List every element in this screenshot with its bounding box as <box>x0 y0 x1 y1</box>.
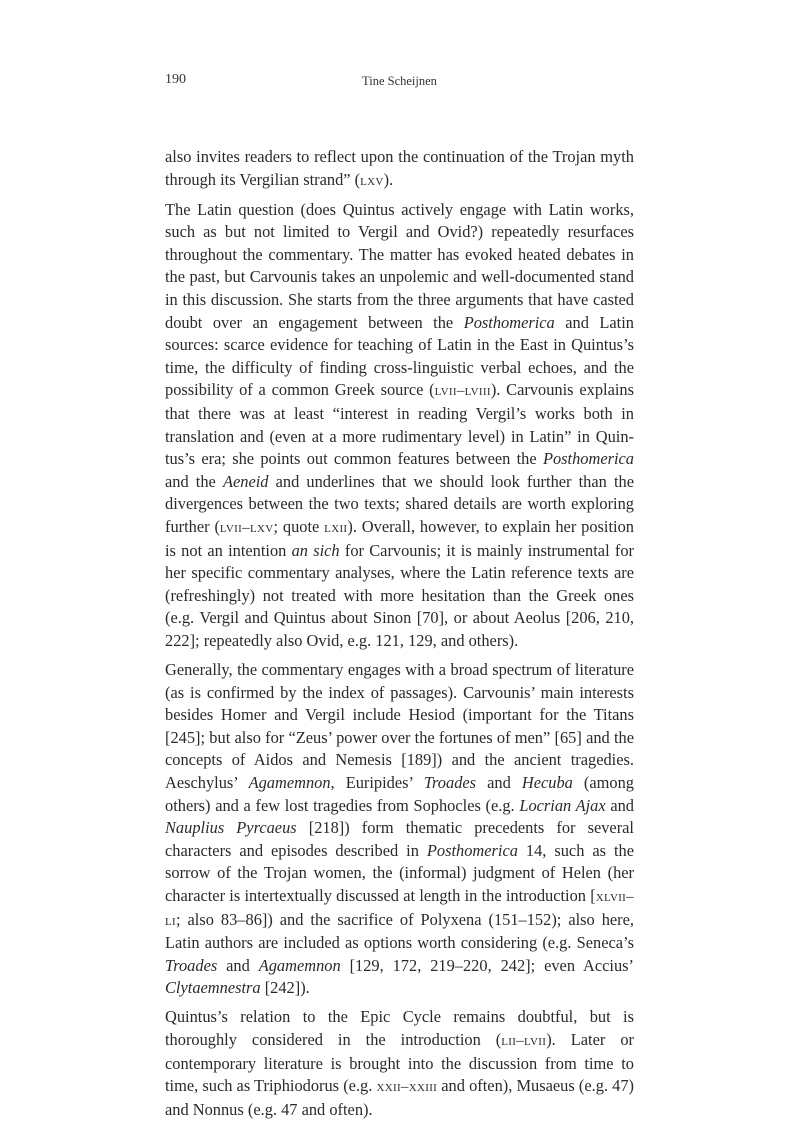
roman-numeral-ref: xxii–xxiii <box>376 1079 438 1096</box>
italic-title: Posthomerica <box>542 449 634 469</box>
italic-title: Clytaemnestra <box>165 978 261 998</box>
italic-title: Agamemnon <box>248 773 331 793</box>
roman-numeral-ref: lxv <box>360 172 384 189</box>
italic-title: Troades <box>423 773 477 793</box>
paragraph-1: also invites readers to reflect upon the continuation of the Trojan myth through its Vergilian strand” (lxv). <box>165 147 634 189</box>
italic-title: Locrian Ajax <box>519 795 606 815</box>
italic-title: Aeneid <box>222 471 269 491</box>
italic-title: an sich <box>291 540 340 560</box>
roman-numeral-ref: lvii–lxv <box>219 520 274 536</box>
body-text <box>165 146 634 1128</box>
paragraph-3: Generally, the commentary engages with a broad spectrum of literature (as is confirmed by the index of passages). Carvounis’ main interests besides Homer and Vergil include Hesiod (important for the Titans [245]; but also for “Zeus’ power over the fortunes of men” [65] and the concepts of Aidos and Nemesis [189]) and the ancient tragedies. Aeschylus’ Agamemnon, Euripides’ Troades and Hecuba (among others) and a few lost tragedies from Sophocles (e.g. Locrian Ajax and Nauplius Pyrcaeus [218]) form thematic precedents for several characters and episodes described in Posthomerica 14, such as the sorrow of the Trojan women, the (informal) judgment of Helen (her character is intertextually discussed at length in the introduction [xlvii–li; also 83–86]) and the sacrifice of Polyxena (151–152); also here, Latin authors are included as options worth considering (e.g. Seneca’s Troades and Agamemnon [129, 172, 219–220, 242]; even Accius’ Clytaemnestra [242]). <box>165 660 634 998</box>
italic-title: Nauplius Pyrcaeus <box>165 818 297 838</box>
italic-title: Agamemnon <box>258 955 341 975</box>
paragraph-2: The Latin question (does Quintus actively engage with Latin works, such as but not limited to Vergil and Ovid?) repeatedly resurfaces throughout the commentary. The matter has evoked heated debates in the past, but Carvounis takes an unpolemic and well-documented stand in this discussion. She starts from the three arguments that have casted doubt over an engagement between the Posthomerica and Latin sources: scarce evidence for teaching of Latin in the East in Quintus’s time, the difficulty of finding cross-linguistic verbal echoes, and the possibility of a common Greek source (lvii–lviii). Carvounis explains that there was at least “interest in reading Vergil’s works both in translation and (even at a more rudimentary level) in Latin” in Quintus’s era; she points out common features between the Posthomerica and the Aeneid and underlines that we should look further than the divergences between the two texts; shared details are worth exploring further (lvii–lxv; quote lxii). Overall, however, to explain her position is not an intention an sich for Carvounis; it is mainly instrumental for her specific commentary analyses, where the Latin reference texts are (refreshingly) not treated with more hesitation than the Greek ones (e.g. Vergil and Quintus about Sinon [70], or about Aeolus [206, 210, 222]; repeatedly also Ovid, e.g. 121, 129, and others). <box>165 199 635 650</box>
italic-title: Hecuba <box>521 773 573 793</box>
italic-title: Posthomerica <box>426 840 518 860</box>
roman-numeral-ref: lii–lvii <box>501 1033 547 1050</box>
roman-numeral-ref: lvii–lviii <box>434 383 491 400</box>
running-head <box>165 72 634 92</box>
paragraph-4: Quintus’s relation to the Epic Cycle remains doubtful, but is thoroughly considered in the introduction (lii–lvii). Later or contemporary literature is brought into the discussion from time to time, such as Triphiodorus (e.g. xxii–xxiii and often), Musaeus (e.g. 47) and Nonnus (e.g. 47 and often). <box>165 1007 634 1119</box>
roman-numeral-ref: xlvii–li <box>165 889 634 929</box>
roman-numeral-ref: lxii <box>324 520 348 536</box>
italic-title: Troades <box>165 955 218 975</box>
header-author: Tine Scheijnen <box>362 74 437 88</box>
page-number: 190 <box>165 72 186 87</box>
italic-title: Posthomerica <box>463 312 555 332</box>
